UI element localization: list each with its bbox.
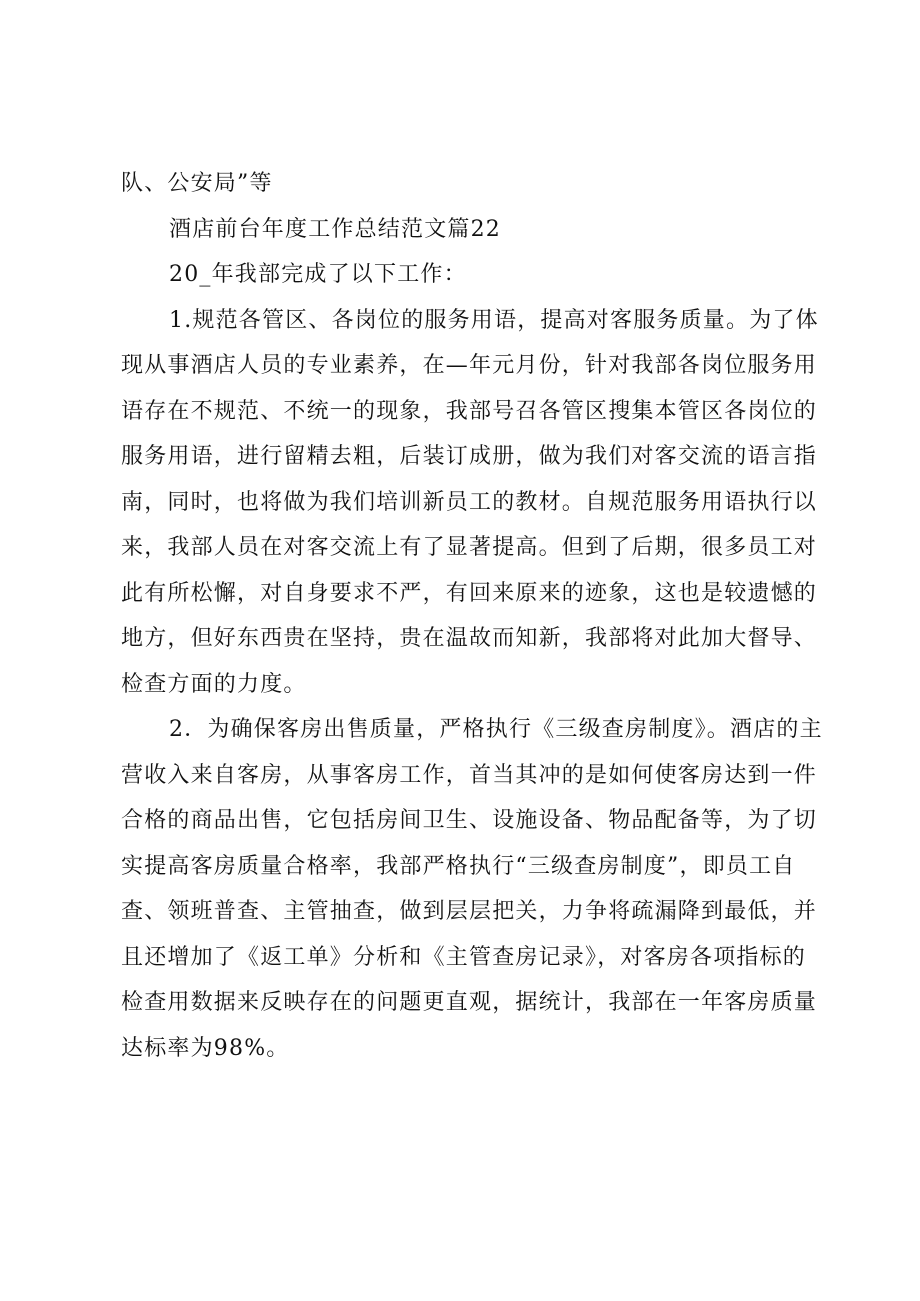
document-body <box>121 161 821 1071</box>
paragraph-line: 来，我部人员在对客交流上有了显著提高。但到了后期，很多员工对 <box>121 535 818 560</box>
paragraph-line: 2．为确保客房出售质量，严格执行《三级查房制度》。酒店的主 <box>169 717 823 742</box>
section-heading: 酒店前台年度工作总结范文篇22 <box>169 216 501 242</box>
paragraph-line: 1.规范各管区、各岗位的服务用语，提高对客服务质量。为了体 <box>169 307 819 333</box>
paragraph-line: 语存在不规范、不统一的现象，我部号召各管区搜集本管区各岗位的 <box>121 398 818 424</box>
paragraph-line: 服务用语，进行留精去粗，后装订成册，做为我们对客交流的语言指 <box>121 444 818 469</box>
paragraph-2 <box>121 707 821 1071</box>
paragraph-line: 且还增加了《返工单》分析和《主管查房记录》，对客房各项指标的 <box>121 944 807 970</box>
paragraph-1 <box>121 298 821 708</box>
paragraph-line: 南，同时，也将做为我们培训新员工的教材。自规范服务用语执行以 <box>121 489 818 515</box>
paragraph-line: 检查用数据来反映存在的问题更直观，据统计，我部在一年客房质量 <box>121 990 818 1015</box>
paragraph-line: 达标率为98%。 <box>121 1035 290 1061</box>
paragraph-line: 查、领班普查、主管抽查，做到层层把关，力争将疏漏降到最低，并 <box>121 899 818 924</box>
paragraph-line: 营收入来自客房，从事客房工作，首当其冲的是如何使客房达到一件 <box>121 762 818 788</box>
paragraph-line: 此有所松懈，对自身要求不严，有回来原来的迹象，这也是较遗憾的 <box>121 580 818 606</box>
paragraph-line: 检查方面的力度。 <box>121 671 307 697</box>
paragraph-line: 实提高客房质量合格率，我部严格执行“三级查房制度”，即员工自 <box>121 853 796 879</box>
paragraph-line: 合格的商品出售，它包括房间卫生、设施设备、物品配备等，为了切 <box>121 808 818 833</box>
paragraph-line: 地方，但好东西贵在坚持，贵在温故而知新，我部将对此加大督导、 <box>121 626 818 651</box>
continuation-text: 队、公安局”等 <box>121 171 273 196</box>
paragraph-line: 现从事酒店人员的专业素养，在—年元月份，针对我部各岗位服务用 <box>121 353 818 378</box>
intro-text: 20_年我部完成了以下工作： <box>169 262 467 287</box>
